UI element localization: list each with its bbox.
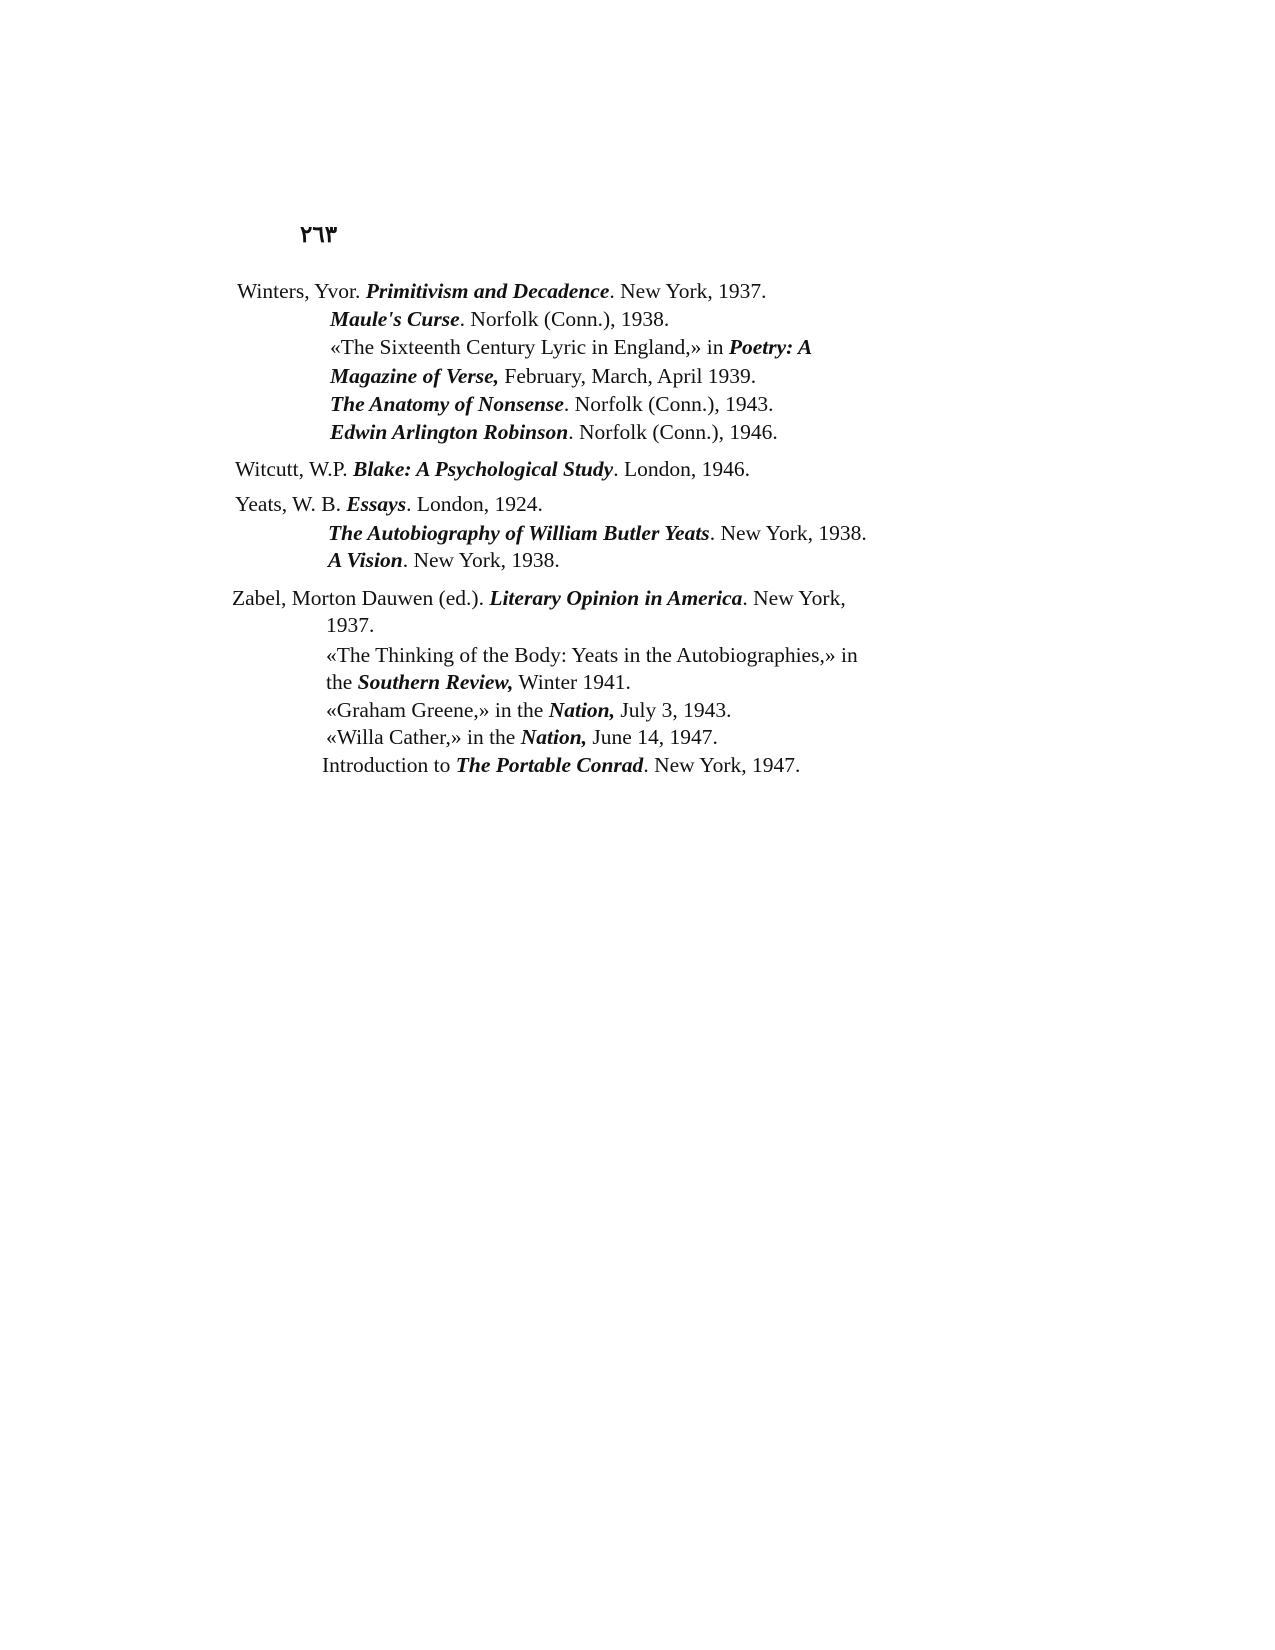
italic-title: Literary Opinion in America (489, 586, 743, 610)
page-number: ٢٦٣ (300, 222, 338, 247)
text-segment: . New York, 1947. (643, 753, 801, 777)
bib-entry-line (235, 490, 543, 518)
bib-sub-line (326, 641, 858, 669)
text-segment: Winter 1941. (513, 670, 631, 694)
text-segment: . New York, 1938. (709, 521, 867, 545)
italic-title: Primitivism and Decadence (365, 279, 610, 303)
bib-entry-line (232, 584, 846, 612)
bib-sub-line (330, 390, 774, 418)
text-segment: Yeats, W. B. (235, 492, 347, 516)
italic-title: The Anatomy of Nonsense (330, 392, 564, 416)
italic-title: Nation, (520, 725, 588, 749)
bib-sub-line (330, 333, 812, 361)
italic-title: Nation, (548, 698, 615, 722)
bib-sub-line (322, 751, 800, 779)
bib-sub-line (328, 546, 560, 574)
text-segment: . New York, (742, 586, 846, 610)
text-segment: . Norfolk (Conn.), 1938. (459, 307, 670, 331)
text-segment: February, March, April 1939. (499, 364, 757, 388)
italic-title: The Portable Conrad (455, 753, 644, 777)
italic-title: Magazine of Verse, (330, 364, 500, 388)
bib-sub-line (330, 362, 756, 390)
italic-title: Maule's Curse (330, 307, 460, 331)
bib-entry-line (237, 277, 766, 305)
italic-title: Poetry: A (728, 335, 813, 359)
text-segment: . New York, 1937. (609, 279, 767, 303)
text-segment: 1937. (326, 613, 375, 637)
text-segment: . London, 1946. (613, 457, 750, 481)
text-segment: Winters, Yvor. (237, 279, 366, 303)
text-segment: July 3, 1943. (615, 698, 732, 722)
text-segment: Witcutt, W.P. (235, 457, 353, 481)
text-segment: . New York, 1938. (402, 548, 560, 572)
bib-sub-line (326, 611, 374, 639)
text-segment: . London, 1924. (406, 492, 543, 516)
text-segment: June 14, 1947. (587, 725, 718, 749)
text-segment: «Willa Cather,» in the (326, 725, 521, 749)
bib-sub-line (328, 519, 867, 547)
text-segment: the (326, 670, 358, 694)
bib-sub-line (326, 723, 718, 751)
text-segment: «Graham Greene,» in the (326, 698, 549, 722)
italic-title: The Autobiography of William Butler Yeats (328, 521, 710, 545)
bib-sub-line (326, 668, 631, 696)
text-segment: Introduction to (322, 753, 456, 777)
italic-title: Essays (346, 492, 407, 516)
text-segment: Zabel, Morton Dauwen (ed.). (232, 586, 490, 610)
text-segment: . Norfolk (Conn.), 1943. (563, 392, 774, 416)
italic-title: Edwin Arlington Robinson (330, 420, 569, 444)
italic-title: Blake: A Psychological Study (353, 457, 614, 481)
text-segment: . Norfolk (Conn.), 1946. (568, 420, 778, 444)
italic-title: Southern Review, (357, 670, 514, 694)
italic-title: A Vision (328, 548, 403, 572)
text-segment: «The Sixteenth Century Lyric in England,» in (330, 335, 729, 359)
bib-entry-line (235, 455, 750, 483)
bib-sub-line (326, 696, 731, 724)
text-segment: «The Thinking of the Body: Yeats in the Autobiographies,» in (326, 643, 858, 667)
bib-sub-line (330, 305, 669, 333)
bib-sub-line (330, 418, 778, 446)
